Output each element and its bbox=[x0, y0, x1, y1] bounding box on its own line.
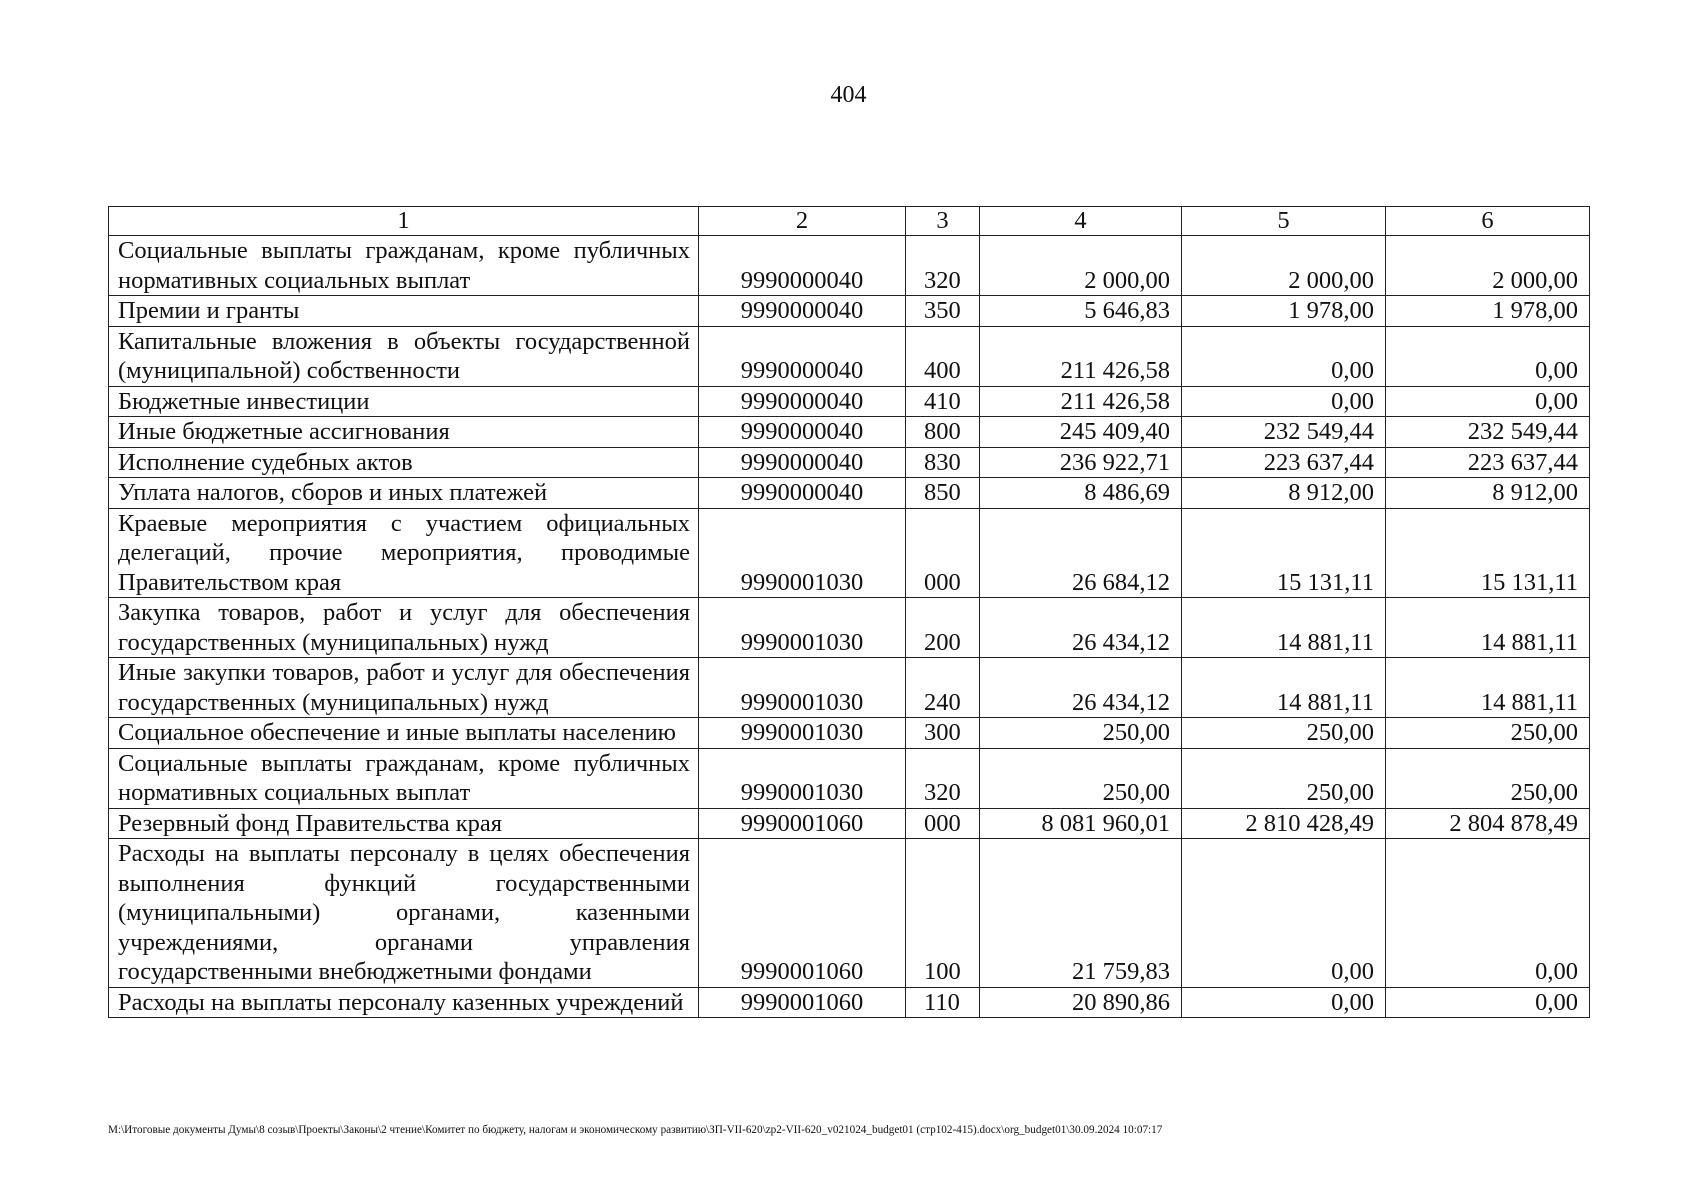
row-amount-year-2: 0,00 bbox=[1182, 839, 1386, 988]
row-amount-year-2: 0,00 bbox=[1182, 386, 1386, 417]
row-amount-year-1: 245 409,40 bbox=[980, 417, 1182, 448]
row-name: Расходы на выплаты персоналу в целях обеспечения выполнения функций государственными (муниципальными) органами, казенными учреждениями, органами управления государственными внебюджетными фондами bbox=[109, 839, 699, 988]
row-expense-type-code: 850 bbox=[906, 478, 980, 509]
table-row bbox=[109, 598, 1590, 658]
table-row bbox=[109, 748, 1590, 808]
row-target-code: 9990000040 bbox=[699, 447, 906, 478]
table-row bbox=[109, 808, 1590, 839]
row-expense-type-code: 300 bbox=[906, 718, 980, 749]
row-amount-year-2: 0,00 bbox=[1182, 987, 1386, 1018]
row-amount-year-1: 26 684,12 bbox=[980, 508, 1182, 598]
row-name: Исполнение судебных актов bbox=[109, 447, 699, 478]
row-amount-year-2: 2 000,00 bbox=[1182, 236, 1386, 296]
row-target-code: 9990000040 bbox=[699, 296, 906, 327]
row-name: Иные бюджетные ассигнования bbox=[109, 417, 699, 448]
row-amount-year-1: 20 890,86 bbox=[980, 987, 1182, 1018]
row-amount-year-2: 250,00 bbox=[1182, 718, 1386, 749]
row-amount-year-3: 223 637,44 bbox=[1386, 447, 1590, 478]
row-expense-type-code: 320 bbox=[906, 236, 980, 296]
table-row bbox=[109, 326, 1590, 386]
table-row bbox=[109, 447, 1590, 478]
row-amount-year-1: 8 486,69 bbox=[980, 478, 1182, 509]
row-target-code: 9990001030 bbox=[699, 718, 906, 749]
row-amount-year-3: 0,00 bbox=[1386, 839, 1590, 988]
row-target-code: 9990001060 bbox=[699, 987, 906, 1018]
table-row bbox=[109, 718, 1590, 749]
row-amount-year-2: 232 549,44 bbox=[1182, 417, 1386, 448]
row-amount-year-1: 250,00 bbox=[980, 718, 1182, 749]
row-amount-year-1: 236 922,71 bbox=[980, 447, 1182, 478]
row-expense-type-code: 400 bbox=[906, 326, 980, 386]
row-target-code: 9990000040 bbox=[699, 236, 906, 296]
row-target-code: 9990000040 bbox=[699, 386, 906, 417]
row-expense-type-code: 000 bbox=[906, 508, 980, 598]
row-amount-year-1: 26 434,12 bbox=[980, 658, 1182, 718]
row-amount-year-3: 250,00 bbox=[1386, 718, 1590, 749]
row-target-code: 9990000040 bbox=[699, 417, 906, 448]
row-target-code: 9990001030 bbox=[699, 748, 906, 808]
row-amount-year-3: 2 000,00 bbox=[1386, 236, 1590, 296]
row-amount-year-2: 1 978,00 bbox=[1182, 296, 1386, 327]
row-target-code: 9990001060 bbox=[699, 808, 906, 839]
row-amount-year-3: 250,00 bbox=[1386, 748, 1590, 808]
row-expense-type-code: 100 bbox=[906, 839, 980, 988]
row-target-code: 9990001060 bbox=[699, 839, 906, 988]
row-expense-type-code: 000 bbox=[906, 808, 980, 839]
row-amount-year-2: 15 131,11 bbox=[1182, 508, 1386, 598]
table-row bbox=[109, 386, 1590, 417]
row-amount-year-1: 5 646,83 bbox=[980, 296, 1182, 327]
header-cell-2: 2 bbox=[699, 207, 906, 236]
header-cell-3: 3 bbox=[906, 207, 980, 236]
row-name: Капитальные вложения в объекты государственной (муниципальной) собственности bbox=[109, 326, 699, 386]
row-amount-year-3: 14 881,11 bbox=[1386, 598, 1590, 658]
table-row bbox=[109, 839, 1590, 988]
row-amount-year-1: 8 081 960,01 bbox=[980, 808, 1182, 839]
row-amount-year-2: 14 881,11 bbox=[1182, 598, 1386, 658]
row-target-code: 9990001030 bbox=[699, 598, 906, 658]
table-row bbox=[109, 417, 1590, 448]
row-amount-year-3: 14 881,11 bbox=[1386, 658, 1590, 718]
row-target-code: 9990000040 bbox=[699, 478, 906, 509]
row-amount-year-1: 26 434,12 bbox=[980, 598, 1182, 658]
row-amount-year-1: 2 000,00 bbox=[980, 236, 1182, 296]
table-row bbox=[109, 478, 1590, 509]
row-name: Расходы на выплаты персоналу казенных учреждений bbox=[109, 987, 699, 1018]
row-name: Краевые мероприятия с участием официальных делегаций, прочие мероприятия, проводимые Правительством края bbox=[109, 508, 699, 598]
budget-table bbox=[108, 206, 1590, 1018]
page-number: 404 bbox=[830, 82, 867, 108]
table-row bbox=[109, 296, 1590, 327]
row-amount-year-3: 15 131,11 bbox=[1386, 508, 1590, 598]
row-amount-year-3: 8 912,00 bbox=[1386, 478, 1590, 509]
row-amount-year-2: 8 912,00 bbox=[1182, 478, 1386, 509]
table-row bbox=[109, 658, 1590, 718]
row-expense-type-code: 830 bbox=[906, 447, 980, 478]
row-amount-year-1: 211 426,58 bbox=[980, 326, 1182, 386]
header-cell-1: 1 bbox=[109, 207, 699, 236]
row-amount-year-3: 0,00 bbox=[1386, 326, 1590, 386]
row-amount-year-2: 0,00 bbox=[1182, 326, 1386, 386]
row-name: Социальные выплаты гражданам, кроме публичных нормативных социальных выплат bbox=[109, 748, 699, 808]
row-amount-year-1: 211 426,58 bbox=[980, 386, 1182, 417]
row-name: Закупка товаров, работ и услуг для обеспечения государственных (муниципальных) нужд bbox=[109, 598, 699, 658]
row-amount-year-2: 2 810 428,49 bbox=[1182, 808, 1386, 839]
table-row bbox=[109, 236, 1590, 296]
row-name: Премии и гранты bbox=[109, 296, 699, 327]
row-amount-year-1: 21 759,83 bbox=[980, 839, 1182, 988]
row-amount-year-3: 1 978,00 bbox=[1386, 296, 1590, 327]
row-target-code: 9990001030 bbox=[699, 508, 906, 598]
row-name: Резервный фонд Правительства края bbox=[109, 808, 699, 839]
row-expense-type-code: 350 bbox=[906, 296, 980, 327]
row-name: Уплата налогов, сборов и иных платежей bbox=[109, 478, 699, 509]
row-name: Иные закупки товаров, работ и услуг для обеспечения государственных (муниципальных) нужд bbox=[109, 658, 699, 718]
row-expense-type-code: 320 bbox=[906, 748, 980, 808]
row-amount-year-2: 14 881,11 bbox=[1182, 658, 1386, 718]
row-amount-year-3: 0,00 bbox=[1386, 987, 1590, 1018]
row-expense-type-code: 110 bbox=[906, 987, 980, 1018]
row-target-code: 9990001030 bbox=[699, 658, 906, 718]
row-target-code: 9990000040 bbox=[699, 326, 906, 386]
row-amount-year-1: 250,00 bbox=[980, 748, 1182, 808]
row-amount-year-3: 232 549,44 bbox=[1386, 417, 1590, 448]
header-cell-5: 5 bbox=[1182, 207, 1386, 236]
budget-table-body bbox=[109, 236, 1590, 1018]
row-expense-type-code: 240 bbox=[906, 658, 980, 718]
row-expense-type-code: 200 bbox=[906, 598, 980, 658]
table-row bbox=[109, 508, 1590, 598]
row-name: Бюджетные инвестиции bbox=[109, 386, 699, 417]
table-row bbox=[109, 987, 1590, 1018]
row-name: Социальные выплаты гражданам, кроме публичных нормативных социальных выплат bbox=[109, 236, 699, 296]
row-amount-year-2: 223 637,44 bbox=[1182, 447, 1386, 478]
row-amount-year-3: 2 804 878,49 bbox=[1386, 808, 1590, 839]
row-expense-type-code: 800 bbox=[906, 417, 980, 448]
header-cell-6: 6 bbox=[1386, 207, 1590, 236]
table-header-row bbox=[109, 207, 1590, 236]
row-amount-year-3: 0,00 bbox=[1386, 386, 1590, 417]
row-name: Социальное обеспечение и иные выплаты населению bbox=[109, 718, 699, 749]
row-expense-type-code: 410 bbox=[906, 386, 980, 417]
header-cell-4: 4 bbox=[980, 207, 1182, 236]
file-path-footer: M:\Итоговые документы Думы\8 созыв\Проекты\Законы\2 чтение\Комитет по бюджету, налогам и экономическому развитию\ЗП-VII-620\zp2-VII-620_v021024_budget01 (стр102-415).docx\org_budget01\30.09.2024 10:07:17 bbox=[108, 1124, 1163, 1136]
row-amount-year-2: 250,00 bbox=[1182, 748, 1386, 808]
